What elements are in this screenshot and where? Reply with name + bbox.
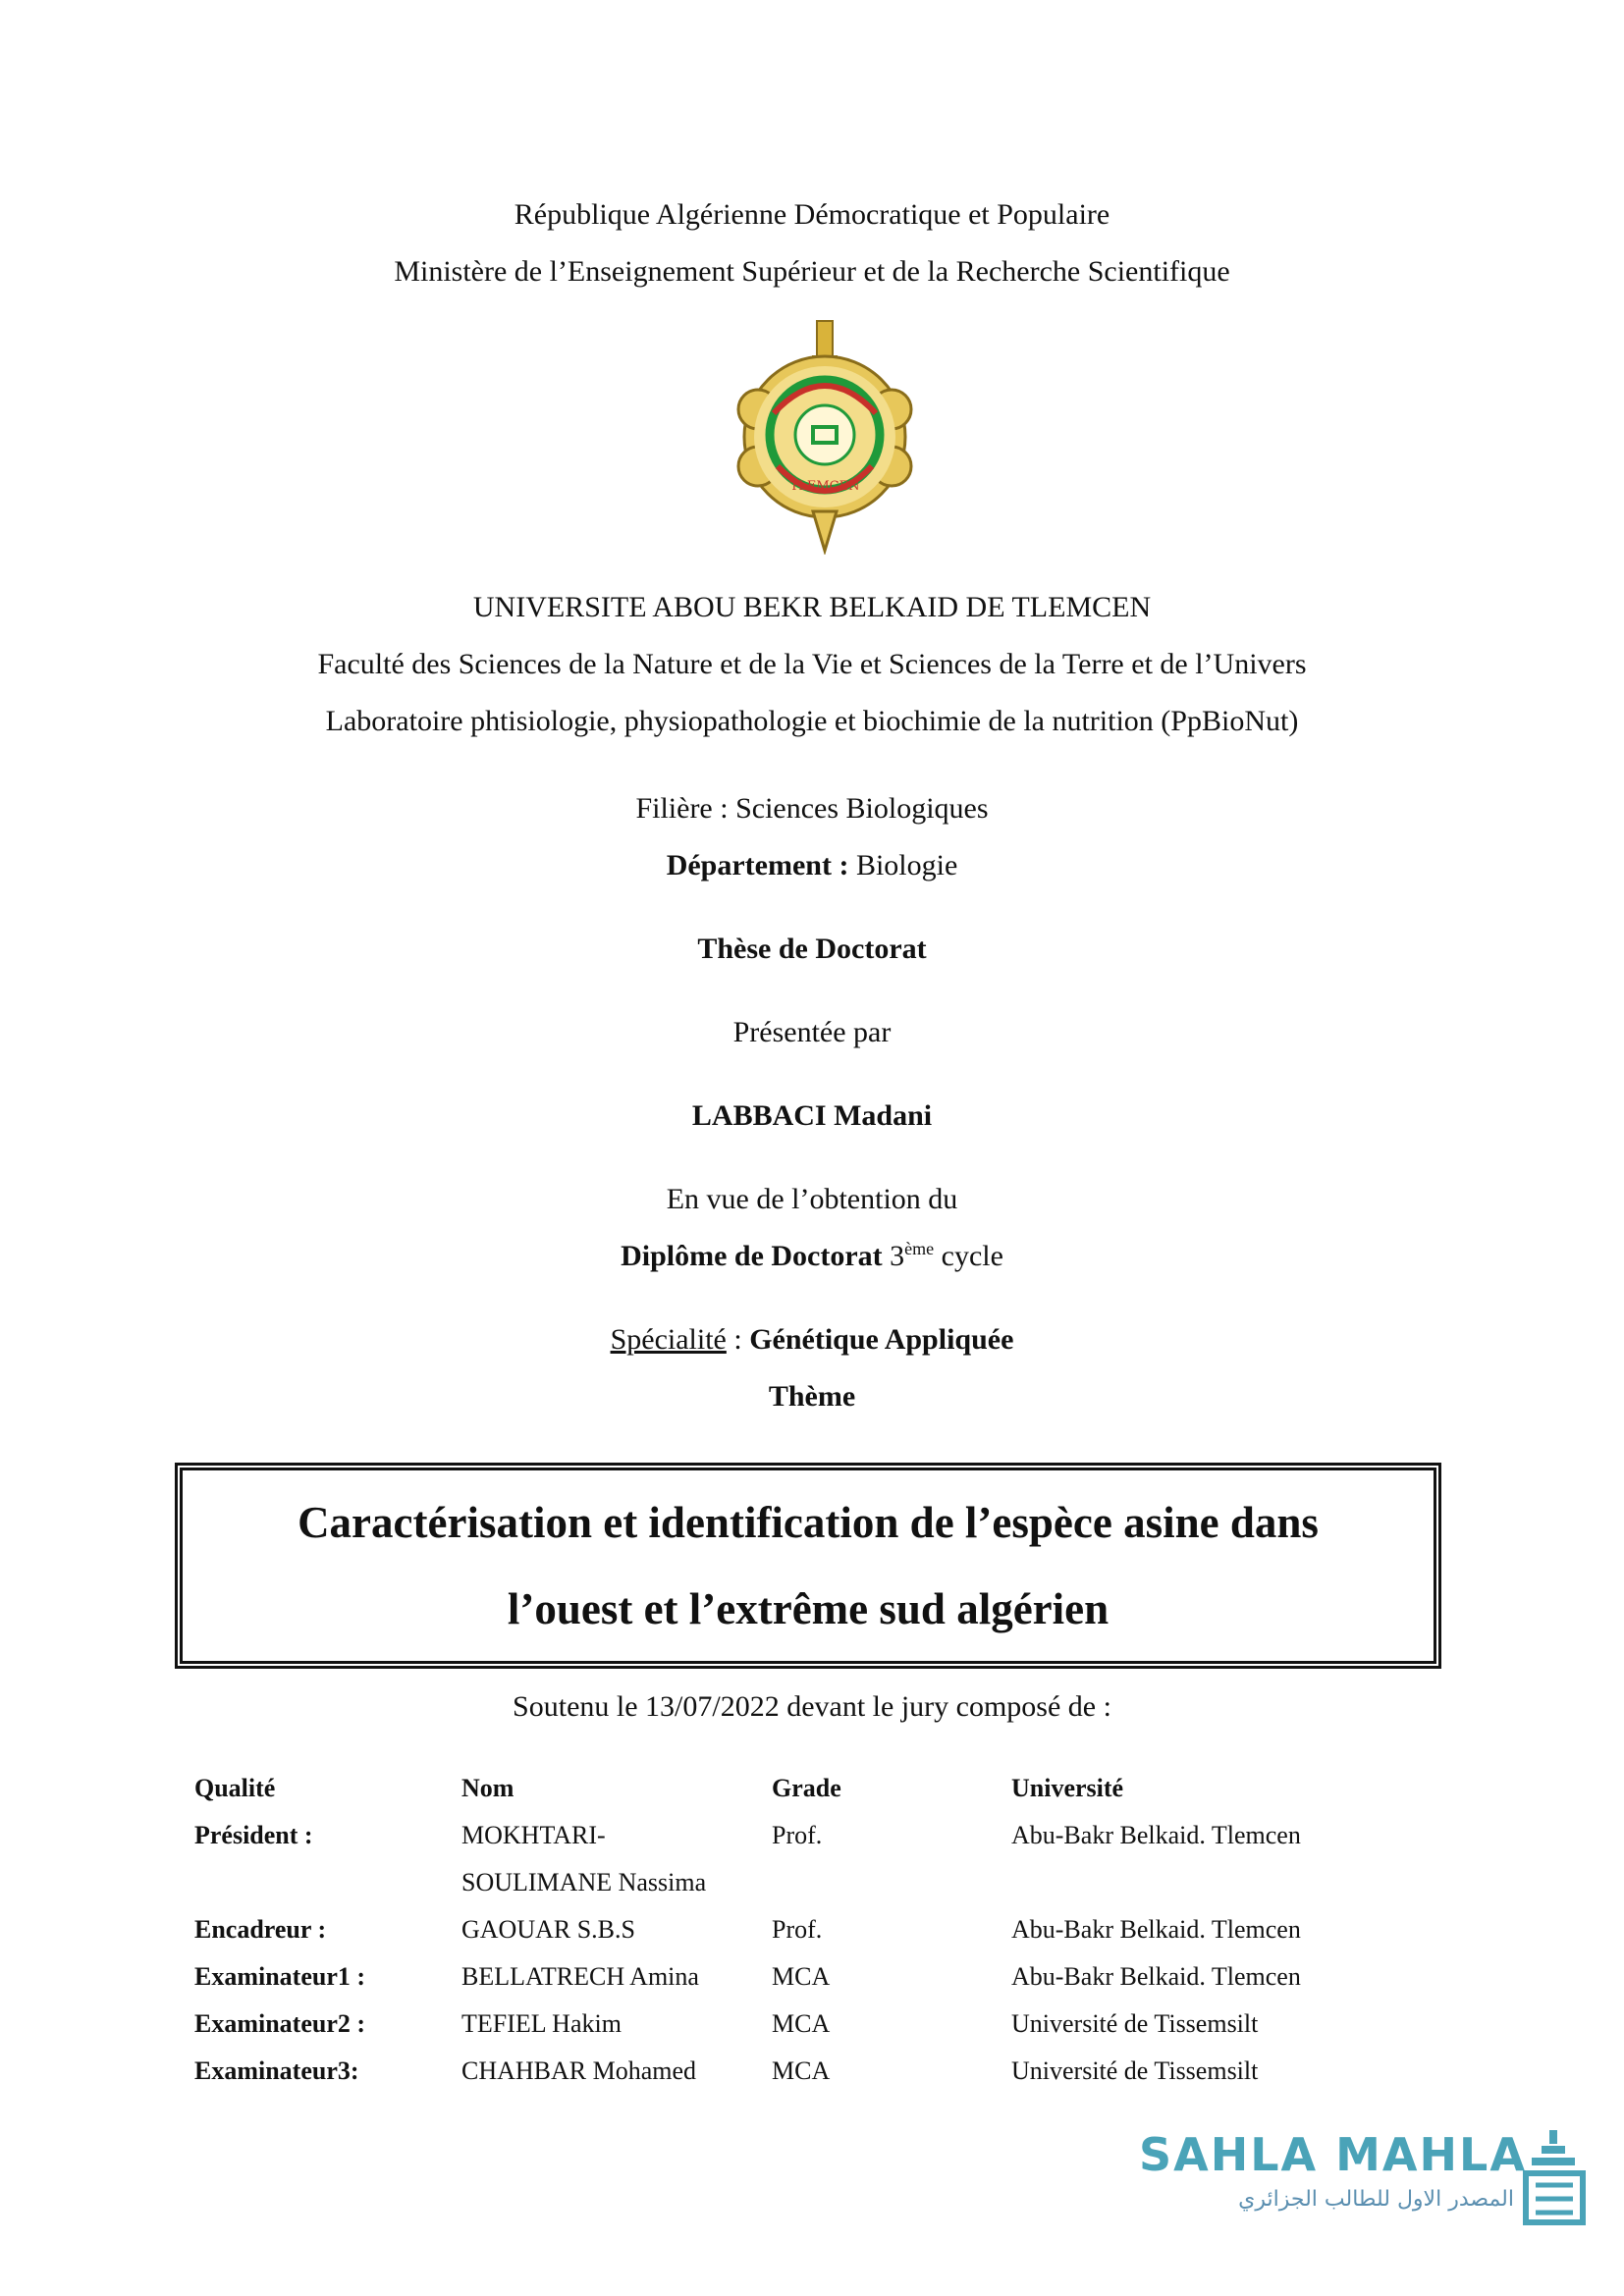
theme-label: Thème <box>768 1380 856 1413</box>
university-name: UNIVERSITE ABOU BEKR BELKAID DE TLEMCEN <box>472 591 1152 623</box>
header-grade: Grade <box>772 1774 841 1802</box>
sahla-mahla-logo-icon <box>1520 2128 1589 2226</box>
jury-grade: MCA <box>772 2056 831 2085</box>
thesis-title-line2: l’ouest et l’extrême sud algérien <box>507 1584 1110 1633</box>
jury-nom: BELLATRECH Amina <box>461 1962 699 1991</box>
jury-universite: Abu-Bakr Belkaid. Tlemcen <box>1011 1962 1301 1991</box>
header-universite: Université <box>1011 1774 1124 1802</box>
jury-universite: Université de Tissemsilt <box>1011 2056 1259 2085</box>
presentee-block <box>0 1004 1624 1061</box>
specialite-value: Génétique Appliquée <box>749 1323 1014 1356</box>
university-seal-icon <box>727 319 923 555</box>
jury-grade: Prof. <box>772 1821 823 1849</box>
thesis-title <box>298 1479 1319 1652</box>
these-block <box>0 921 1624 978</box>
filiere-line: Filière : Sciences Biologiques <box>635 792 989 825</box>
header-qualite: Qualité <box>194 1774 276 1802</box>
jury-qualite: Examinateur2 : <box>194 2009 366 2038</box>
republic-line: République Algérienne Démocratique et Populaire <box>514 198 1110 231</box>
ministry-line: Ministère de l’Enseignement Supérieur et de la Recherche Scientifique <box>394 255 1230 288</box>
header-nom: Nom <box>461 1774 514 1802</box>
jury-universite: Abu-Bakr Belkaid. Tlemcen <box>1011 1915 1301 1944</box>
obtention-line: En vue de l’obtention du <box>666 1183 958 1215</box>
lab-name: Laboratoire phtisiologie, physiopathologie et biochimie de la nutrition (PpBioNut) <box>325 705 1299 737</box>
svg-text:TLEMCEN: TLEMCEN <box>789 479 860 494</box>
jury-nom: GAOUAR S.B.S <box>461 1915 635 1944</box>
jury-qualite: Examinateur1 : <box>194 1962 366 1991</box>
author-block <box>0 1088 1624 1145</box>
departement-label: Département : <box>666 849 849 881</box>
soutenu-block <box>0 1679 1624 1735</box>
departement-value: Biologie <box>848 849 958 881</box>
watermark-title: SAHLA MAHLA <box>1139 2128 1527 2181</box>
specialite-block <box>0 1311 1624 1425</box>
specialite-sep: : <box>726 1323 750 1356</box>
obtention-block <box>0 1171 1624 1285</box>
departement-line <box>0 837 1624 894</box>
specialite-label: Spécialité <box>610 1323 727 1356</box>
watermark-subtitle: المصدر الاول للطالب الجزائري <box>1238 2187 1514 2212</box>
diplome-label: Diplôme de Doctorat <box>621 1240 883 1272</box>
jury-qualite: Examinateur3: <box>194 2056 359 2085</box>
diplome-sup: ème <box>904 1239 935 1258</box>
thesis-title-line1: Caractérisation et identification de l’espèce asine dans <box>298 1498 1319 1547</box>
jury-nom-line1: MOKHTARI- <box>461 1821 606 1849</box>
header <box>0 187 1624 300</box>
jury-nom <box>461 1812 756 1906</box>
jury-grade: Prof. <box>772 1915 823 1944</box>
jury-nom-line2: SOULIMANE Nassima <box>461 1868 707 1896</box>
jury-qualite: Président : <box>194 1821 313 1849</box>
specialite-line <box>0 1311 1624 1368</box>
watermark <box>1139 2128 1591 2236</box>
these-title: Thèse de Doctorat <box>697 933 927 965</box>
presentee-line: Présentée par <box>732 1016 892 1048</box>
diplome-line <box>0 1228 1624 1285</box>
soutenu-line: Soutenu le 13/07/2022 devant le jury composé de : <box>513 1690 1111 1723</box>
author-name: LABBACI Madani <box>691 1099 933 1132</box>
jury-universite: Université de Tissemsilt <box>1011 2009 1259 2038</box>
filiere-block <box>0 780 1624 894</box>
faculty-name: Faculté des Sciences de la Nature et de la Vie et Sciences de la Terre et de l’Univers <box>317 648 1307 680</box>
jury-nom: CHAHBAR Mohamed <box>461 2056 697 2085</box>
jury-grade: MCA <box>772 2009 831 2038</box>
jury-grade: MCA <box>772 1962 831 1991</box>
jury-nom: TEFIEL Hakim <box>461 2009 622 2038</box>
diplome-num: 3 <box>882 1240 905 1272</box>
thesis-title-box <box>175 1463 1441 1669</box>
diplome-cycle: cycle <box>934 1240 1003 1272</box>
jury-qualite: Encadreur : <box>194 1915 327 1944</box>
jury-universite: Abu-Bakr Belkaid. Tlemcen <box>1011 1821 1301 1849</box>
university-block <box>0 579 1624 750</box>
